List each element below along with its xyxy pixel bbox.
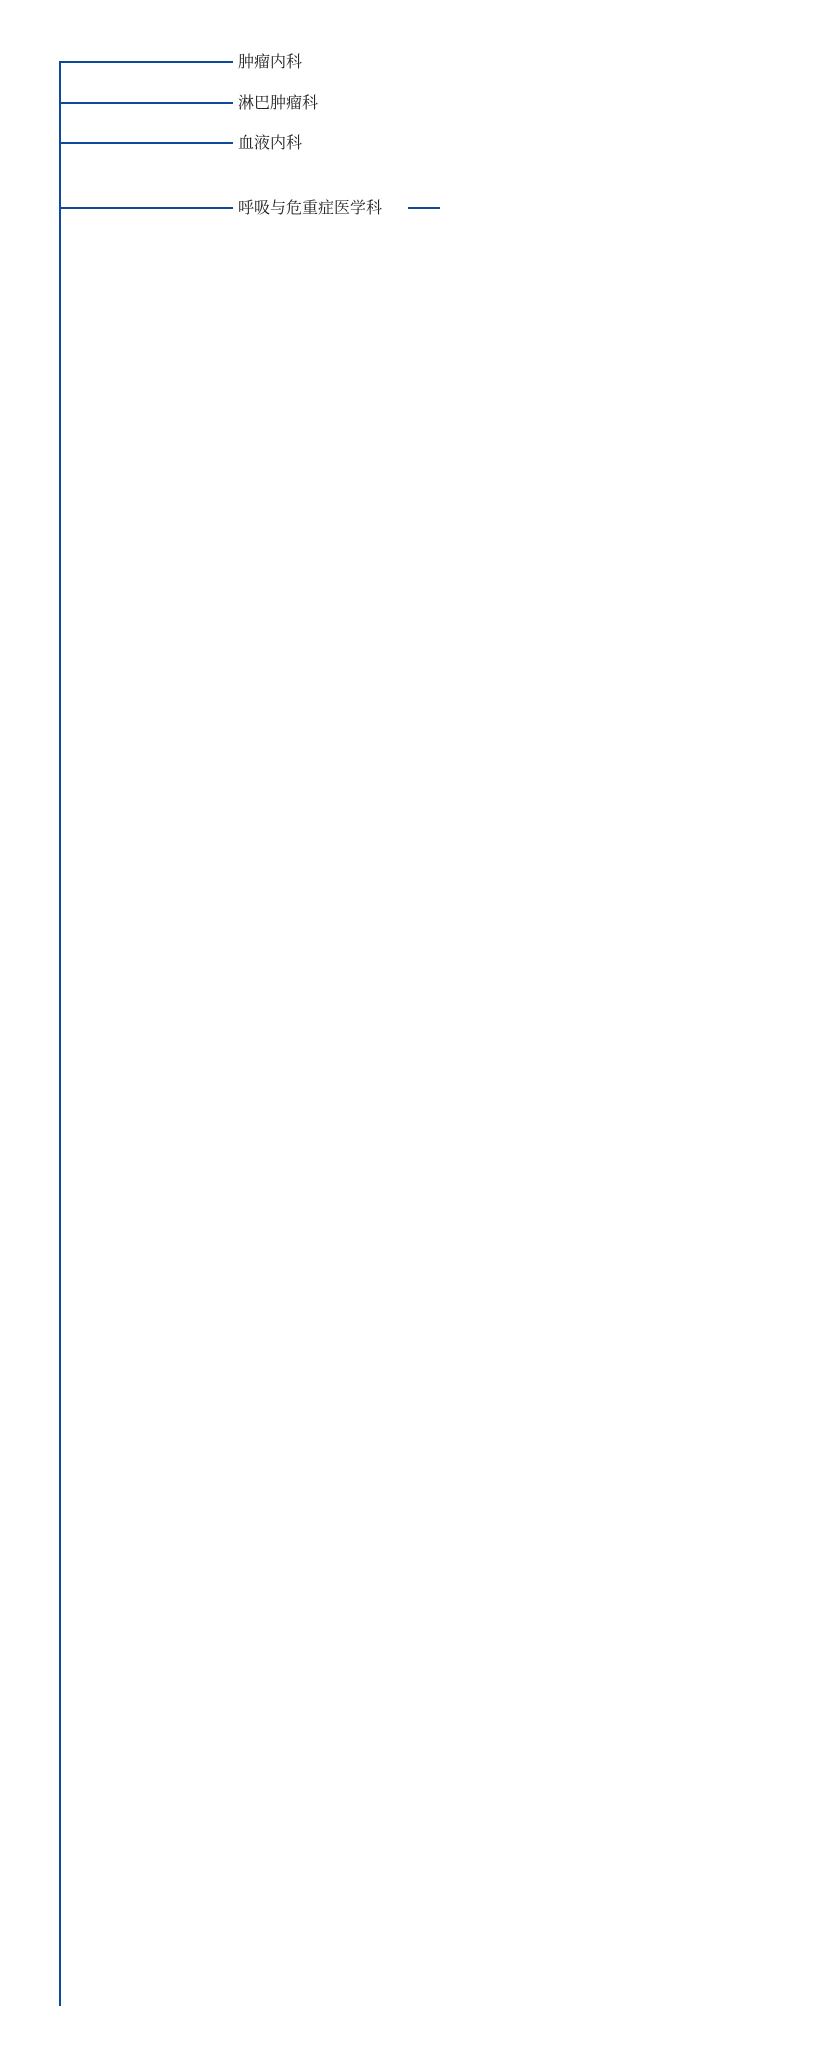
branch-line (59, 142, 233, 144)
department-label: 肿瘤内科 (238, 52, 303, 71)
connector-line (408, 207, 440, 209)
main-trunk-line (59, 62, 61, 2006)
department-label: 血液内科 (238, 133, 303, 152)
department-label: 淋巴肿瘤科 (238, 93, 319, 112)
branch-line (59, 61, 233, 63)
branch-line (59, 102, 233, 104)
branch-line (59, 207, 233, 209)
department-label: 呼吸与危重症医学科 (238, 198, 383, 217)
